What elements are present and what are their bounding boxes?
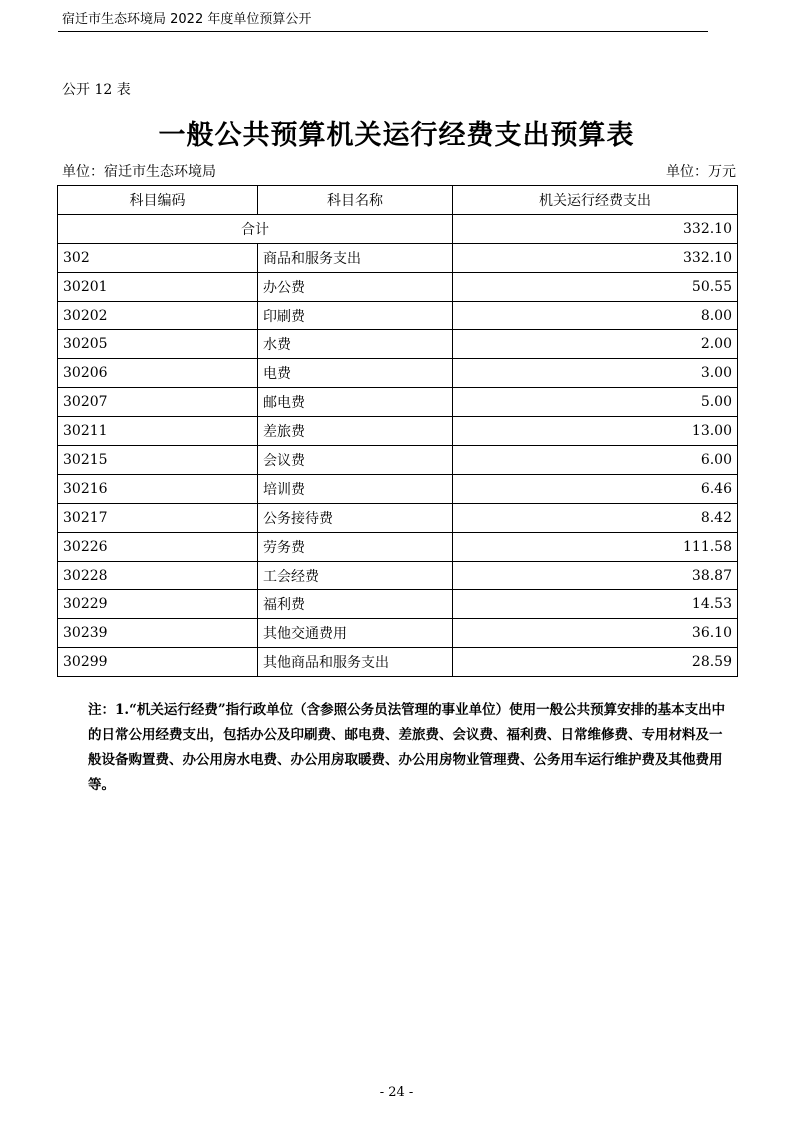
table-row [58, 243, 738, 272]
unit-organization: 单位：宿迁市生态环境局 [62, 164, 216, 180]
page-title: 一般公共预算机关运行经费支出预算表 [158, 120, 635, 151]
table-row [58, 590, 738, 619]
row-amount: 3.00 [453, 359, 738, 388]
page-number: - 24 - [379, 1085, 414, 1100]
column-header-name: 科目名称 [258, 186, 453, 215]
column-header-amount: 机关运行经费支出 [453, 186, 738, 215]
footnote: 注：1.“机关运行经费”指行政单位（含参照公务员法管理的事业单位）使用一般公共预算安排的基本支出中的日常公用经费支出，包括办公及印刷费、邮电费、差旅费、会议费、福利费、日常维修费、专用材料及一般设备购置费、办公用房水电费、办公用房取暖费、办公用房物业管理费、公务用车运行维护费及其他费用等。 [88, 702, 726, 793]
row-amount: 332.10 [453, 243, 738, 272]
row-name: 差旅费 [258, 417, 453, 446]
row-amount: 13.00 [453, 417, 738, 446]
row-name: 劳务费 [258, 532, 453, 561]
row-amount: 38.87 [453, 561, 738, 590]
total-label: 合计 [58, 214, 453, 243]
row-name: 商品和服务支出 [258, 243, 453, 272]
column-header-code: 科目编码 [58, 186, 258, 215]
row-name: 其他交通费用 [258, 619, 453, 648]
table-row [58, 619, 738, 648]
row-code: 30229 [58, 590, 258, 619]
row-name: 其他商品和服务支出 [258, 648, 453, 677]
table-row [58, 474, 738, 503]
table-row [58, 359, 738, 388]
row-amount: 6.00 [453, 446, 738, 475]
row-name: 福利费 [258, 590, 453, 619]
row-code: 30215 [58, 446, 258, 475]
table-row [58, 301, 738, 330]
table-number: 公开 12 表 [62, 82, 131, 98]
row-name: 工会经费 [258, 561, 453, 590]
row-code: 30206 [58, 359, 258, 388]
header-divider [58, 31, 708, 32]
row-code: 30226 [58, 532, 258, 561]
row-amount: 14.53 [453, 590, 738, 619]
row-code: 30299 [58, 648, 258, 677]
row-name: 邮电费 [258, 388, 453, 417]
row-amount: 111.58 [453, 532, 738, 561]
row-amount: 2.00 [453, 330, 738, 359]
total-row [58, 214, 738, 243]
row-amount: 8.00 [453, 301, 738, 330]
row-name: 培训费 [258, 474, 453, 503]
row-code: 30207 [58, 388, 258, 417]
row-amount: 50.55 [453, 272, 738, 301]
row-amount: 28.59 [453, 648, 738, 677]
table-row [58, 388, 738, 417]
row-name: 办公费 [258, 272, 453, 301]
budget-table [57, 185, 738, 677]
table-row [58, 503, 738, 532]
row-amount: 6.46 [453, 474, 738, 503]
row-amount: 8.42 [453, 503, 738, 532]
row-code: 30217 [58, 503, 258, 532]
row-code: 30211 [58, 417, 258, 446]
table-row [58, 417, 738, 446]
table-row [58, 561, 738, 590]
table-header-row [58, 186, 738, 215]
row-code: 30239 [58, 619, 258, 648]
total-value: 332.10 [453, 214, 738, 243]
row-code: 302 [58, 243, 258, 272]
row-code: 30228 [58, 561, 258, 590]
table-row [58, 330, 738, 359]
row-amount: 5.00 [453, 388, 738, 417]
unit-currency: 单位：万元 [666, 164, 736, 180]
row-code: 30201 [58, 272, 258, 301]
document-header: 宿迁市生态环境局 2022 年度单位预算公开 [62, 12, 312, 27]
row-name: 水费 [258, 330, 453, 359]
row-code: 30216 [58, 474, 258, 503]
table-row [58, 532, 738, 561]
row-name: 印刷费 [258, 301, 453, 330]
row-name: 公务接待费 [258, 503, 453, 532]
row-code: 30202 [58, 301, 258, 330]
row-name: 电费 [258, 359, 453, 388]
table-row [58, 446, 738, 475]
row-amount: 36.10 [453, 619, 738, 648]
table-row [58, 272, 738, 301]
row-name: 会议费 [258, 446, 453, 475]
table-row [58, 648, 738, 677]
row-code: 30205 [58, 330, 258, 359]
